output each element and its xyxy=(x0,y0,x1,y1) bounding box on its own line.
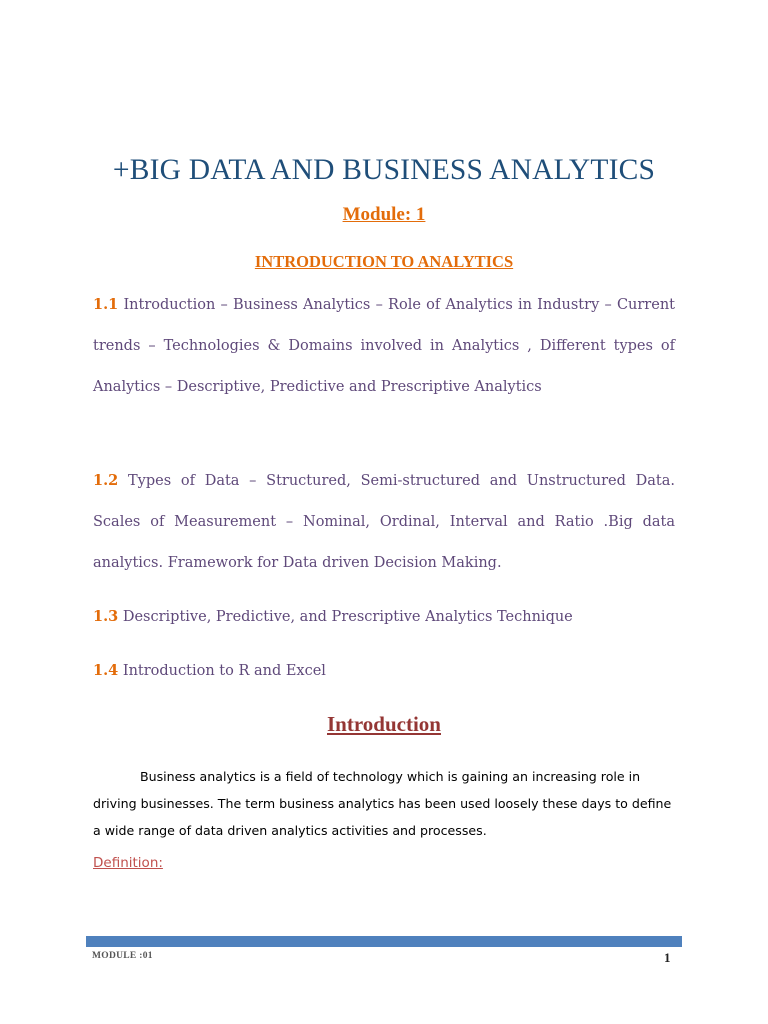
intro-heading: INTRODUCTION TO ANALYTICS xyxy=(254,252,514,271)
topic-text: Introduction – Business Analytics – Role of Analytics in Industry – Current trends – Technologies & Domains involved in Analytics , Different types of Analytics – Descriptive, Predictive and Prescriptive Analytics xyxy=(93,297,675,395)
footer-module-label: MODULE :01 xyxy=(92,951,153,961)
intro-paragraph: Business analytics is a field of technology which is gaining an increasing role in driving businesses. The term business analytics has been used loosely these days to define a wide range of data driven analytics activities and processes. xyxy=(93,769,672,838)
topic-1-2 xyxy=(93,460,675,584)
definition-label: Definition: xyxy=(93,855,163,871)
topic-number: 1.3 xyxy=(93,608,119,625)
document-title: +BIG DATA AND BUSINESS ANALYTICS xyxy=(112,154,656,186)
topic-text: Types of Data – Structured, Semi-structured and Unstructured Data. Scales of Measurement – Nominal, Ordinal, Interval and Ratio .Big data analytics. Framework for Data driven Decision Making. xyxy=(93,473,675,571)
topic-1-4 xyxy=(93,650,675,692)
section-title-introduction: Introduction xyxy=(327,712,441,736)
topic-text: Introduction to R and Excel xyxy=(118,663,326,679)
topic-number: 1.4 xyxy=(93,662,119,679)
topic-1-3 xyxy=(93,596,675,638)
module-heading: Module: 1 xyxy=(342,204,426,225)
topic-number: 1.1 xyxy=(93,296,119,313)
page-number: 1 xyxy=(664,950,671,965)
footer-bar xyxy=(86,936,682,947)
topic-text: Descriptive, Predictive, and Prescriptive Analytics Technique xyxy=(118,609,573,625)
topic-number: 1.2 xyxy=(93,472,119,489)
topic-1-1 xyxy=(93,284,675,408)
